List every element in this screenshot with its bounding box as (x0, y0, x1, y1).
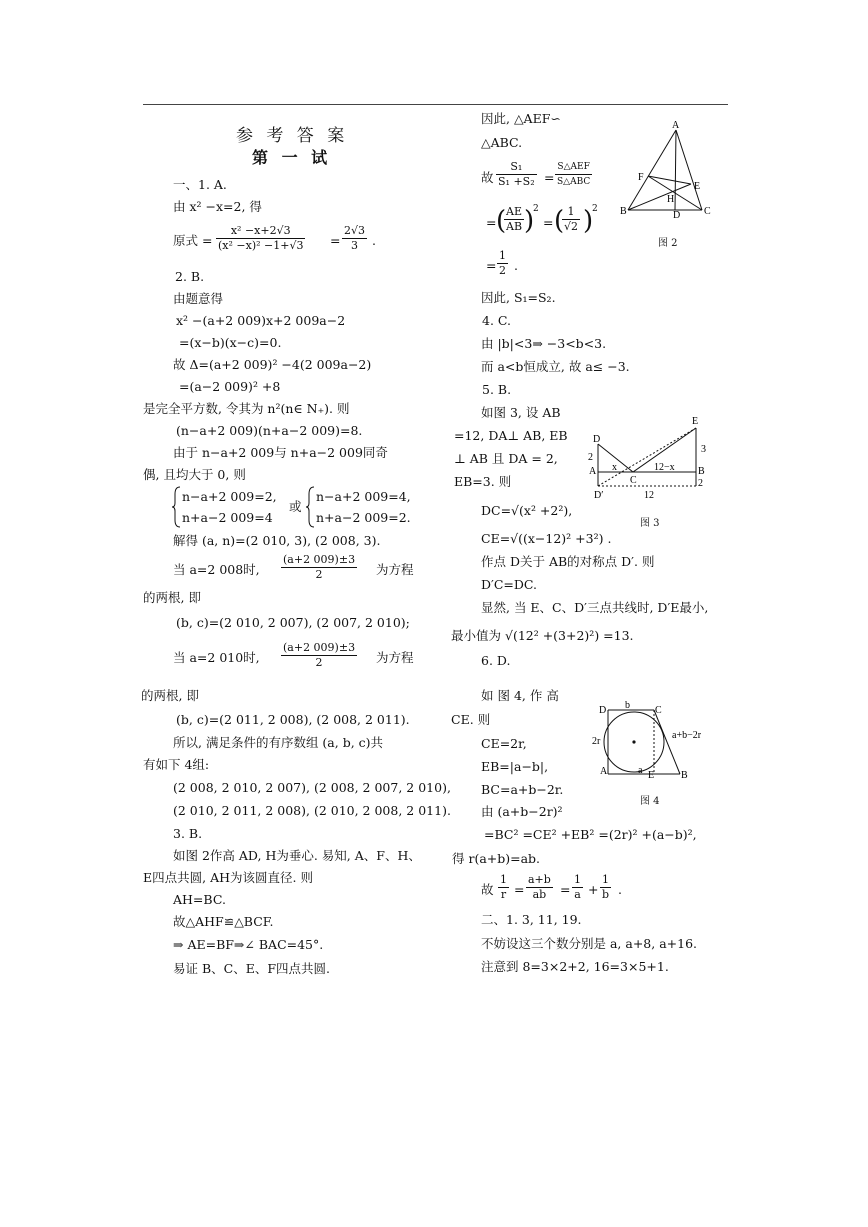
answer-line: CE=√((x−12)² +3²) . (481, 531, 612, 546)
fraction (216, 224, 305, 253)
fraction-denominator: a (574, 888, 581, 901)
answer-line: 如图 2作高 AD, H为垂心. 易知, A、F、H、 (173, 848, 421, 863)
answer-line: =(a−2 009)² +8 (179, 379, 281, 394)
answer-line: 注意到 8=3×2+2, 16=3×5+1. (481, 959, 669, 974)
answer-line: 由题意得 (173, 291, 224, 306)
fraction-numerator: 1 (600, 873, 611, 888)
answer-line: 二、1. 3, 11, 19. (481, 912, 582, 927)
fraction-numerator: S₁ (496, 160, 537, 175)
equation: n−a+2 009=2, (182, 489, 277, 504)
paren: ) (524, 206, 535, 236)
answer-line: 故△AHF≌△BCF. (173, 914, 274, 929)
fig2-label: B (620, 206, 627, 217)
answer-line: BC=a+b−2r. (481, 782, 564, 797)
fraction-numerator: 1 (562, 205, 580, 220)
answer-line: 如图 3, 设 AB (481, 405, 561, 420)
answer-line: 2. B. (175, 269, 205, 284)
period: . (372, 233, 376, 248)
fraction-denominator: b (602, 888, 610, 901)
answer-line: 故 Δ=(a+2 009)² −4(2 009a−2) (173, 357, 372, 372)
answer-line: 所以, 满足条件的有序数组 (a, b, c)共 (173, 735, 384, 750)
answer-line: 当 a=2 010时, (173, 650, 260, 665)
answer-line: 4. C. (482, 313, 511, 328)
exponent: 2 (533, 204, 539, 214)
answer-line: D′C=DC. (481, 577, 538, 592)
fraction (600, 873, 611, 902)
answer-line: =12, DA⊥ AB, EB (454, 428, 568, 443)
fig2-label: F (638, 172, 644, 183)
fraction-denominator: S₁ +S₂ (498, 175, 535, 188)
fig2-label: A (672, 120, 680, 131)
fraction-denominator: 2 (315, 656, 323, 669)
answer-line: 的两根, 即 (143, 590, 201, 605)
answer-line: 的两根, 即 (141, 688, 199, 703)
answer-line: 显然, 当 E、C、D′三点共线时, D′E最小, (481, 600, 709, 615)
fig2-label: D (673, 210, 681, 218)
answer-line: 6. D. (481, 653, 511, 668)
answer-line: EB=3. 则 (454, 474, 512, 489)
fraction-denominator: 2 (499, 264, 506, 277)
answer-line: 不妨设这三个数分别是 a, a+8, a+16. (481, 936, 698, 951)
fig4-label: 2r (592, 736, 601, 747)
fig3-label: D (593, 434, 601, 445)
fraction-numerator: AE (504, 205, 524, 220)
fig3-label: D′ (594, 490, 604, 501)
answer-line: 由 x² −x=2, 得 (173, 199, 262, 214)
fraction (281, 553, 357, 582)
equals-sign: = (514, 882, 525, 897)
fig3-label: A (589, 466, 597, 477)
fig3-label: 12−x (654, 462, 675, 473)
fraction-denominator: (x² −x)² −1+√3 (218, 239, 304, 252)
answer-line: E四点共圆, AH为该圆直径. 则 (143, 870, 313, 885)
fig4-label: C (655, 705, 662, 716)
figure-3-caption: 图 3 (640, 518, 660, 529)
figure-2-triangle (618, 118, 718, 218)
fig4-label: D (599, 705, 607, 716)
period: . (618, 882, 622, 897)
fig2-label: H (667, 194, 675, 205)
fig3-label: C (630, 475, 637, 486)
fraction (497, 249, 508, 278)
equals-sign: = (543, 215, 554, 230)
paren: ) (583, 206, 594, 236)
answer-line: 因此, S₁=S₂. (481, 290, 556, 305)
fraction-numerator: 1 (574, 873, 581, 886)
answer-line: =BC² =CE² +EB² =(2r)² +(a−b)², (484, 827, 697, 842)
answer-line: CE. 则 (451, 712, 491, 727)
section-title: 第 一 试 (252, 148, 332, 167)
answer-line: CE=2r, (481, 736, 527, 751)
answer-line: 为方程 (376, 650, 414, 665)
figure-2-caption: 图 2 (658, 238, 678, 249)
answer-line: 有如下 4组: (143, 757, 210, 772)
fig4-label: B (681, 770, 688, 780)
answer-line: (2 008, 2 010, 2 007), (2 008, 2 007, 2 010), (173, 780, 451, 795)
fig3-label: 2 (588, 452, 593, 463)
answer-line: (b, c)=(2 010, 2 007), (2 007, 2 010); (176, 615, 410, 630)
answer-line: 因此, △AEF∽ (481, 111, 561, 126)
or-text: 或 (289, 499, 302, 514)
answer-line: (n−a+2 009)(n+a−2 009)=8. (176, 423, 363, 438)
fraction (555, 160, 592, 189)
exponent: 2 (592, 204, 598, 214)
answer-line: 一、1. A. (173, 177, 227, 192)
paren: ( (496, 206, 507, 236)
fig3-label: x (612, 462, 617, 473)
equals-sign: = (330, 233, 341, 248)
fig3-label: 2 (698, 478, 703, 489)
equation: n+a−2 009=4 (182, 510, 273, 525)
answer-line: (b, c)=(2 011, 2 008), (2 008, 2 011). (176, 712, 410, 727)
answer-line: 而 a<b恒成立, 故 a≤ −3. (481, 359, 630, 374)
fraction-numerator: 2√3 (344, 224, 366, 237)
brace-left-1 (172, 486, 182, 528)
equals-sign: = (486, 215, 497, 230)
answer-line: 5. B. (482, 382, 512, 397)
equals-sign: = (544, 170, 555, 185)
answer-line: 是完全平方数, 令其为 n²(n∈ N₊). 则 (143, 401, 350, 416)
answer-line: 偶, 且均大于 0, 则 (143, 467, 246, 482)
fig3-label: E (692, 416, 699, 427)
answer-line: EB=|a−b|, (481, 759, 549, 774)
plus-sign: + (588, 882, 599, 897)
answer-line: 当 a=2 008时, (173, 562, 260, 577)
brace-left-2 (306, 486, 316, 528)
page-title: 参 考 答 案 (236, 126, 349, 146)
fraction-denominator: 2 (315, 568, 323, 581)
answer-line: 原式 = (173, 233, 213, 248)
answer-line: AH=BC. (173, 892, 226, 907)
fraction-denominator: √2 (564, 220, 579, 233)
fraction (498, 873, 509, 902)
fraction (504, 205, 524, 234)
fraction-numerator: (a+2 009)±3 (283, 553, 356, 566)
fraction-numerator: x² −x+2√3 (216, 224, 305, 239)
figure-4-trapezoid (588, 700, 713, 780)
answer-line: 由 |b|<3⇒ −3<b<3. (481, 336, 607, 351)
fig4-label: b (625, 700, 630, 711)
answer-line: 如 图 4, 作 高 (481, 688, 559, 703)
answer-line: x² −(a+2 009)x+2 009a−2 (176, 313, 346, 328)
fraction-numerator: 1 (500, 873, 507, 886)
fig4-label: a (638, 765, 643, 776)
fraction-numerator: a+b (528, 873, 551, 886)
answer-line: 由 (a+b−2r)² (481, 804, 563, 819)
paren: ( (554, 206, 565, 236)
figure-4-caption: 图 4 (640, 796, 660, 807)
fraction (342, 224, 367, 253)
equals-sign: = (560, 882, 571, 897)
fig4-label: a+b−2r (672, 730, 702, 741)
answer-line: =(x−b)(x−c)=0. (179, 335, 282, 350)
header-rule (143, 104, 728, 105)
fig3-label: 3 (701, 444, 706, 455)
answer-line: 由于 n−a+2 009与 n+a−2 009同奇 (173, 445, 388, 460)
equation: n−a+2 009=4, (316, 489, 411, 504)
fig3-label: B (698, 466, 705, 477)
fig2-label: C (704, 206, 711, 217)
fraction (281, 641, 357, 670)
answer-line: 为方程 (376, 562, 414, 577)
fraction (562, 205, 580, 234)
fraction-denominator: r (500, 888, 507, 901)
answer-line: 得 r(a+b)=ab. (452, 851, 541, 866)
answer-line: ⇒ AE=BF⇒∠ BAC=45°. (173, 937, 324, 952)
answer-line: 解得 (a, n)=(2 010, 3), (2 008, 3). (173, 533, 381, 548)
fig2-label: E (694, 181, 701, 192)
fraction (526, 873, 553, 902)
fig3-label: 12 (644, 490, 654, 501)
fraction-denominator: ab (532, 888, 547, 901)
fraction-numerator: 1 (499, 249, 506, 262)
answer-line: 作点 D关于 AB的对称点 D′. 则 (481, 554, 655, 569)
answer-line: DC=√(x² +2²), (481, 503, 573, 518)
answer-line: 3. B. (173, 826, 203, 841)
answer-line: 故 (481, 170, 494, 185)
period: . (514, 258, 518, 273)
fraction (496, 160, 537, 189)
fraction-denominator: 3 (351, 239, 358, 252)
fig4-label: A (600, 766, 608, 777)
answer-line: (2 010, 2 011, 2 008), (2 010, 2 008, 2 011). (173, 803, 451, 818)
fraction (572, 873, 583, 902)
fraction-numerator: S△AEF (555, 160, 592, 175)
equation: n+a−2 009=2. (316, 510, 411, 525)
answer-line: △ABC. (481, 135, 523, 150)
figure-3-reflection (588, 412, 713, 502)
equals-sign: = (486, 258, 497, 273)
fraction-numerator: (a+2 009)±3 (283, 641, 356, 654)
answer-line: ⊥ AB 且 DA = 2, (454, 451, 558, 466)
answer-line: 故 (481, 882, 494, 897)
fraction-denominator: AB (506, 220, 523, 233)
answer-line: 最小值为 √(12² +(3+2)²) =13. (451, 628, 634, 643)
fig4-label: E (648, 770, 655, 780)
answer-line: 易证 B、C、E、F四点共圆. (173, 961, 330, 976)
fraction-denominator: S△ABC (557, 177, 591, 187)
